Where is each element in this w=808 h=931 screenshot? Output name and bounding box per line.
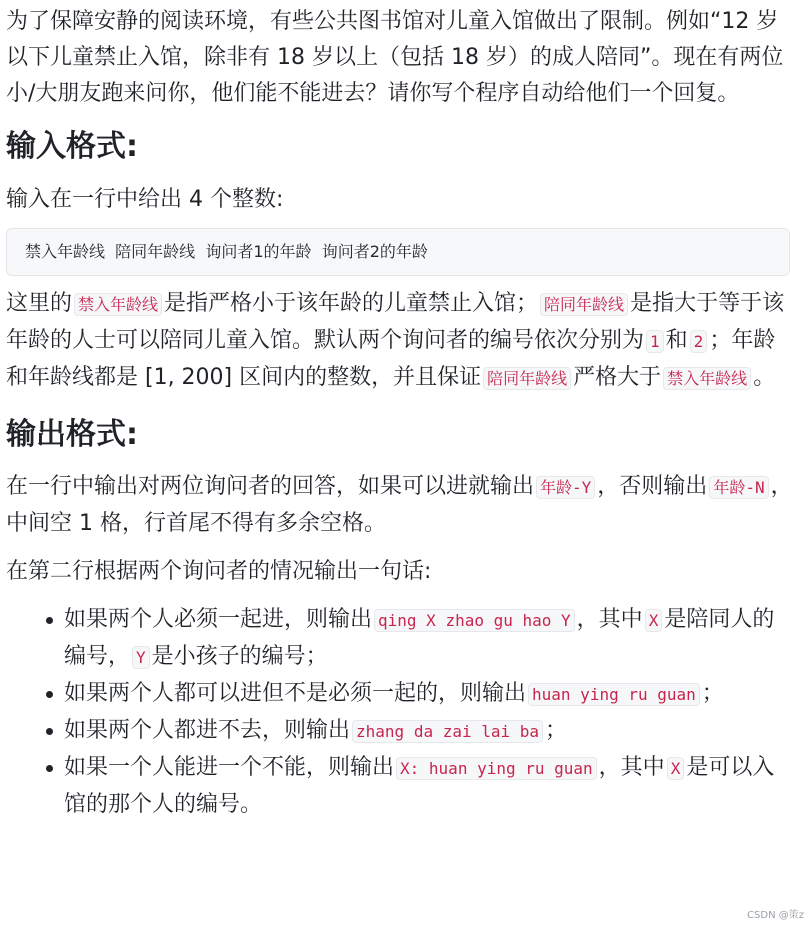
inline-code-id-2: 2 [690,330,708,353]
inline-code-escort-age-2: 陪同年龄线 [483,367,571,390]
rule-text: 如果两个人都进不去，则输出 [64,718,351,743]
input-code-block [6,228,790,276]
output-text-1: 在一行中输出对两位询问者的回答，如果可以进就输出 [6,474,535,499]
explain-text-3: 是指大于等于该年龄的人士可以陪同儿童入馆。默认两个询问者的编号依次分别为 [6,291,785,353]
csdn-watermark: CSDN @策z [747,910,804,921]
list-item [64,750,796,823]
bullet-dot [46,765,53,772]
rule-text: 是陪同人的编号， [64,607,775,669]
input-format-desc: 输入在一行中给出 4 个整数: [6,187,284,212]
input-code-text: 禁入年龄线 陪同年龄线 询问者1的年龄 询问者2的年龄 [25,242,428,261]
input-format-heading: 输入格式: [6,129,138,164]
explain-text-7: 。 [753,365,776,390]
inline-code-age-n: 年龄-N [709,476,768,499]
inline-code-escort-age: 陪同年龄线 [540,293,628,316]
list-item [64,676,796,713]
inline-code-x: X [645,609,663,632]
list-item [64,713,796,750]
input-explain-paragraph [6,286,796,397]
inline-code-age-y: 年龄-Y [536,476,595,499]
rule-text: ； [701,681,724,706]
inline-code-ban-age: 禁入年龄线 [74,293,162,316]
output-rules-list [6,602,796,823]
inline-code-id-1: 1 [646,330,664,353]
inline-code-ban-age-2: 禁入年龄线 [663,367,751,390]
inline-code-x-2: X [667,757,685,780]
inline-code-zhang: zhang da zai lai ba [352,720,543,743]
inline-code-x-huan: X: huan ying ru guan [396,757,597,780]
bullet-dot [46,617,53,624]
explain-text-6: 严格大于 [573,365,662,390]
rule-text: 是可以入馆的那个人的编号。 [64,755,775,817]
rule-text: ，其中 [576,607,643,632]
bullet-dot [46,728,53,735]
rule-text: 如果两个人必须一起进，则输出 [64,607,373,632]
output-format-heading: 输出格式: [6,417,138,452]
intro-paragraph: 为了保障安静的阅读环境，有些公共图书馆对儿童入馆做出了限制。例如“12 岁以下儿童禁止入馆，除非有 18 岁以上（包括 18 岁）的成人陪同”。现在有两位小/大朋友跑来问你，他们能不能进去？请你写个程序自动给他们一个回复。 [6,9,784,106]
rule-text: ，其中 [598,755,665,780]
explain-text-1: 这里的 [6,291,73,316]
bullet-dot [46,691,53,698]
problem-statement [6,0,796,823]
inline-code-qing: qing X zhao gu hao Y [374,609,575,632]
output-text-2: ，否则输出 [597,474,708,499]
explain-text-5: ；年龄和年龄线都是 [1, 200] 区间内的整数，并且保证 [6,328,776,390]
rule-text: 如果一个人能进一个不能，则输出 [64,755,395,780]
list-item [64,602,796,676]
output-line-1 [6,469,796,542]
output-line-2: 在第二行根据两个询问者的情况输出一句话: [6,559,432,584]
explain-text-4: 和 [665,328,688,353]
rule-text: 如果两个人都可以进但不是必须一起的，则输出 [64,681,527,706]
rule-text: 是小孩子的编号； [151,644,328,669]
inline-code-y: Y [132,646,150,669]
rule-text: ； [545,718,568,743]
inline-code-huan: huan ying ru guan [528,683,700,706]
output-text-3: ，中间空 1 格，行首尾不得有多余空格。 [6,474,793,536]
explain-text-2: 是指严格小于该年龄的儿童禁止入馆； [164,291,539,316]
